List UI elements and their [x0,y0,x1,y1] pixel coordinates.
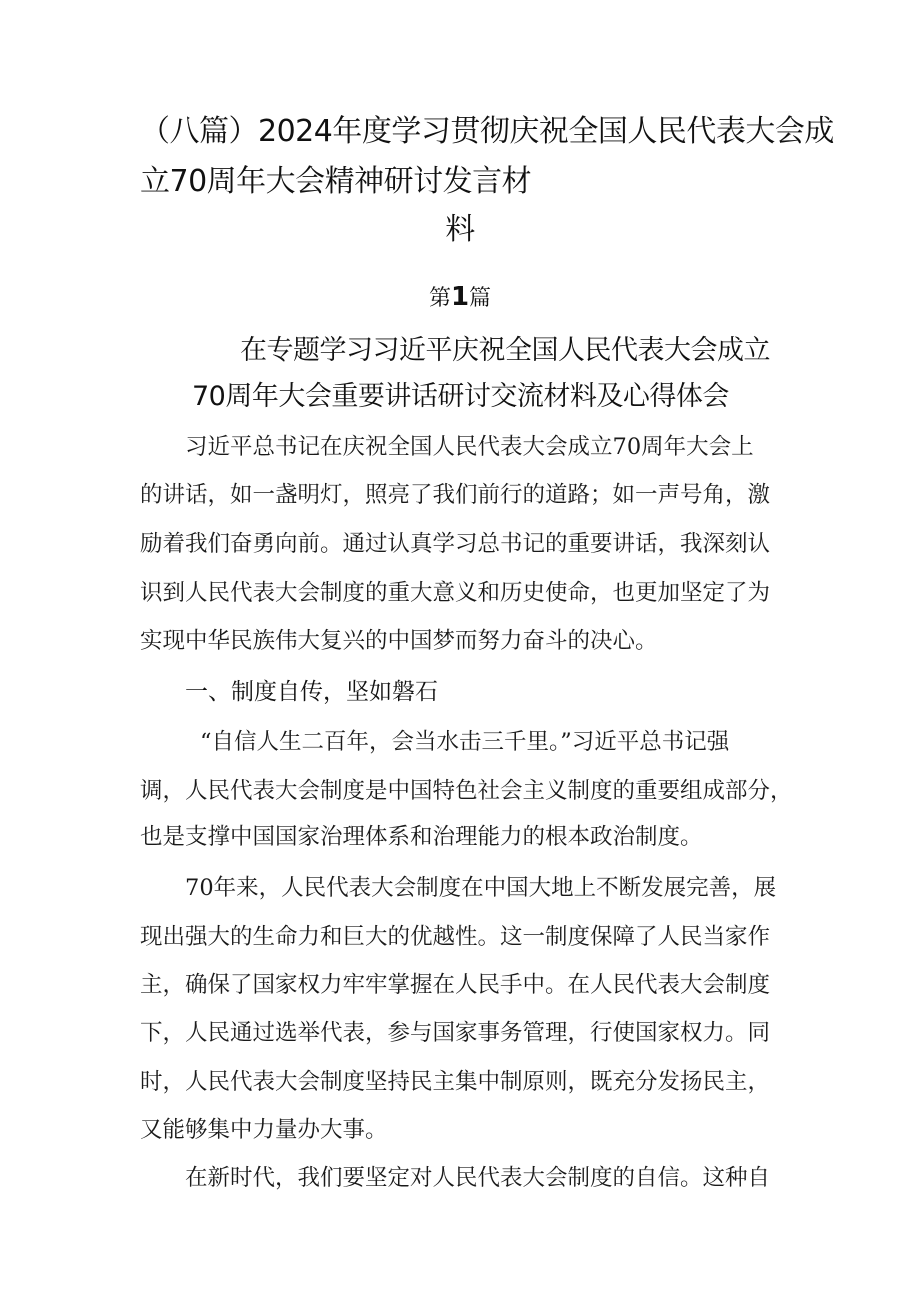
section-label-number: 1 [450,282,470,312]
intro-line-5: 实现中华民族伟大复兴的中国梦而努力奋斗的决心。 [140,628,658,654]
intro-line-2: 的讲话，如一盏明灯，照亮了我们前行的道路；如一声号角，激 [140,482,771,508]
para-2-line-1: 70年来，人民代表大会制度在中国大地上不断发展完善，展 [185,875,777,901]
document-title-line-2: 立70周年大会精神研讨发言材 [140,164,532,199]
section-label [0,282,920,314]
article-subtitle-line-1: 在专题学习习近平庆祝全国人民代表大会成立 [240,335,770,366]
section-label-prefix: 第 [428,286,451,311]
para-2-line-5: 时，人民代表大会制度坚持民主集中制原则，既充分发扬民主， [140,1069,771,1095]
para-2-line-3: 主，确保了国家权力牢牢掌握在人民手中。在人民代表大会制度 [140,972,771,998]
para-2-line-4: 下，人民通过选举代表，参与国家事务管理，行使国家权力。同 [140,1020,771,1046]
para-3-line-1: 在新时代，我们要坚定对人民代表大会制度的自信。这种自 [185,1165,771,1191]
section-heading-1: 一、制度自传，坚如磐石 [185,679,438,705]
para-2-line-2: 现出强大的生命力和巨大的优越性。这一制度保障了人民当家作 [140,924,771,950]
intro-line-1: 习近平总书记在庆祝全国人民代表大会成立70周年大会上 [185,434,754,460]
intro-line-3: 励着我们奋勇向前。通过认真学习总书记的重要讲话，我深刻认 [140,531,771,557]
para-2-line-6: 又能够集中力量办大事。 [140,1117,388,1143]
para-1-line-3: 也是支撑中国国家治理体系和治理能力的根本政治制度。 [140,824,703,850]
document-title-line-1: （八篇）2024年度学习贯彻庆祝全国人民代表大会成 [140,114,834,149]
para-1-line-1: “自信人生二百年，会当水击三千里。”习近平总书记强 [200,729,730,755]
section-label-suffix: 篇 [469,286,492,311]
para-1-line-2: 调，人民代表大会制度是中国特色社会主义制度的重要组成部分， [140,778,793,804]
document-title-line-3: 料 [445,212,475,247]
intro-line-4: 识到人民代表大会制度的重大意义和历史使命，也更加坚定了为 [140,580,771,606]
article-subtitle-line-2: 70周年大会重要讲话研讨交流材料及心得体会 [192,381,729,412]
